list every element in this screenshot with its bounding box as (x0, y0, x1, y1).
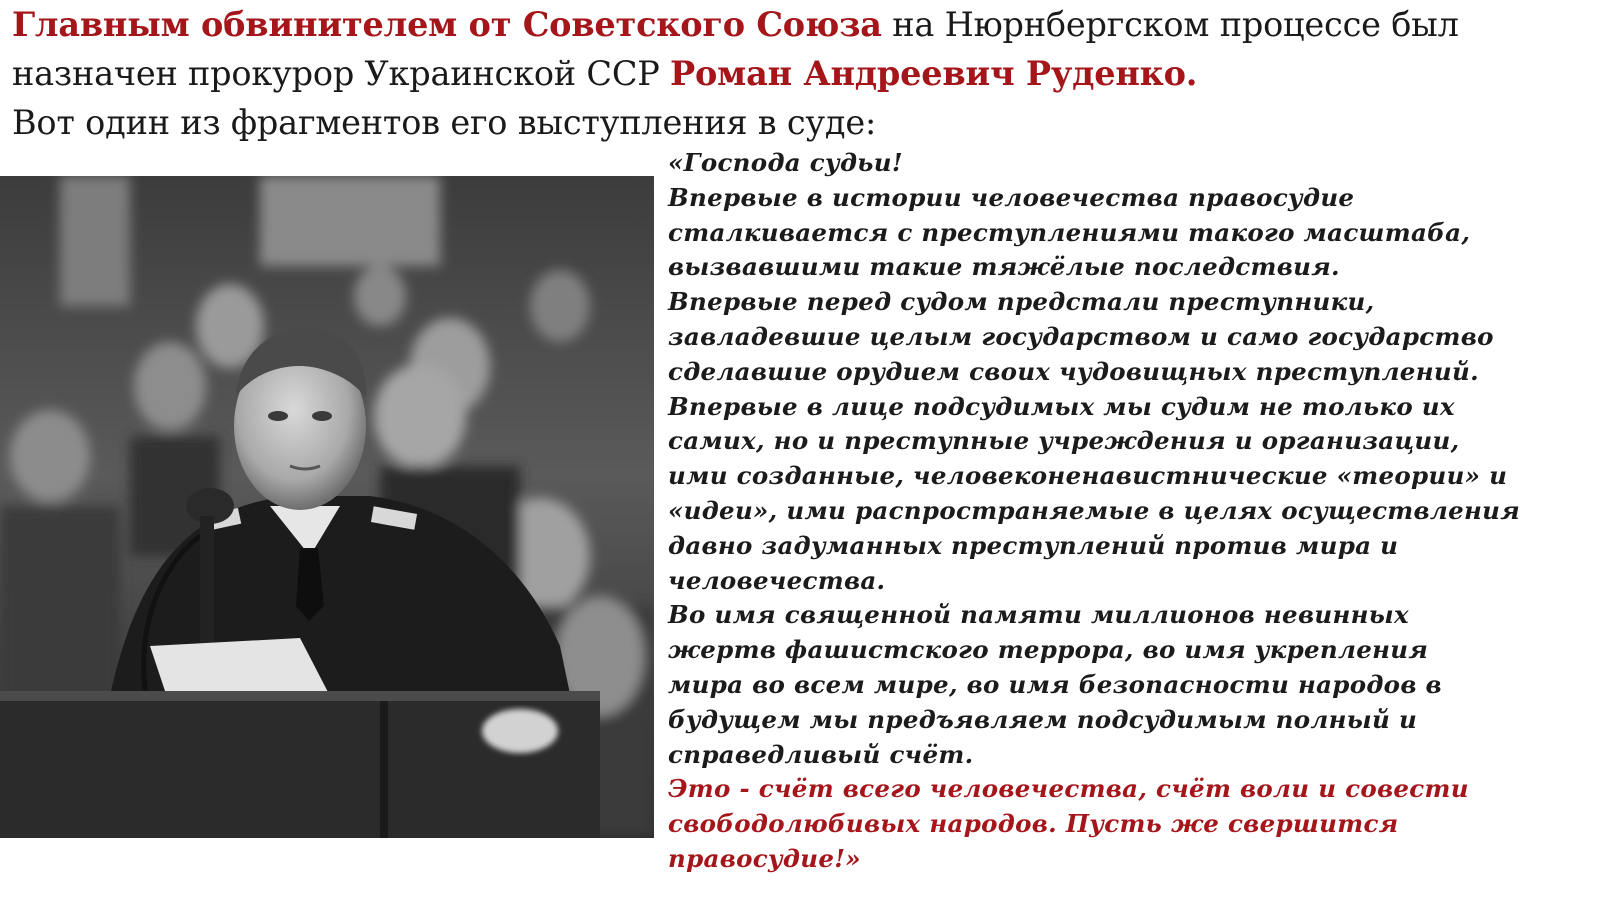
quote-line: ими созданные, человеконенавистнические «теории» и (668, 461, 1508, 491)
header (12, 0, 1592, 147)
quote-closing-line: Это - счёт всего человечества, счёт воли и совести (668, 774, 1469, 804)
quote-line: справедливый счёт. (668, 739, 974, 769)
quote-line: давно задуманных преступлений против мира и (668, 530, 1399, 560)
quote-line: завладевшие целым государством и само государство (668, 321, 1494, 351)
quote-line: Во имя священной памяти миллионов невинных (668, 600, 1409, 630)
quote-line: «идеи», ими распространяемые в целях осуществления (668, 495, 1521, 525)
quote-line: жертв фашистского террора, во имя укрепления (668, 635, 1429, 665)
quote-line: «Господа судьи! (668, 148, 903, 177)
quote-line: сделавшие орудием своих чудовищных преступлений. (668, 356, 1479, 386)
quote-closing-line: свободолюбивых народов. Пусть же свершится (668, 809, 1399, 839)
header-line-2 (12, 49, 1592, 98)
header-highlight-title: Главным обвинителем от Советского Союза (12, 5, 882, 44)
quote-line: сталкивается с преступлениями такого масштаба, (668, 217, 1471, 247)
header-line-1 (12, 0, 1592, 49)
quote-closing-line: правосудие!» (668, 843, 861, 873)
quote-line: Впервые в истории человечества правосудие (668, 182, 1355, 212)
quote-line: Впервые перед судом предстали преступники, (668, 287, 1375, 317)
header-line-2-text: назначен прокурор Украинской ССР (12, 54, 671, 93)
speech-quote (668, 146, 1593, 877)
quote-line: Впервые в лице подсудимых мы судим не только их (668, 391, 1455, 421)
speaker-photo (0, 176, 654, 838)
hand (482, 709, 558, 753)
header-line-1-text: на Нюрнбергском процессе был (881, 5, 1459, 44)
speaker-photo-illustration (0, 176, 654, 838)
header-highlight-name: Роман Андреевич Руденко. (670, 54, 1198, 93)
quote-line: мира во всем мире, во имя безопасности народов в (668, 669, 1442, 699)
quote-line: будущем мы предъявляем подсудимым полный и (668, 704, 1418, 734)
quote-line: человечества. (668, 565, 886, 595)
quote-line: самих, но и преступные учреждения и организации, (668, 426, 1460, 456)
quote-line: вызвавшими такие тяжёлые последствия. (668, 252, 1340, 282)
header-line-3: Вот один из фрагментов его выступления в суде: (12, 103, 877, 142)
